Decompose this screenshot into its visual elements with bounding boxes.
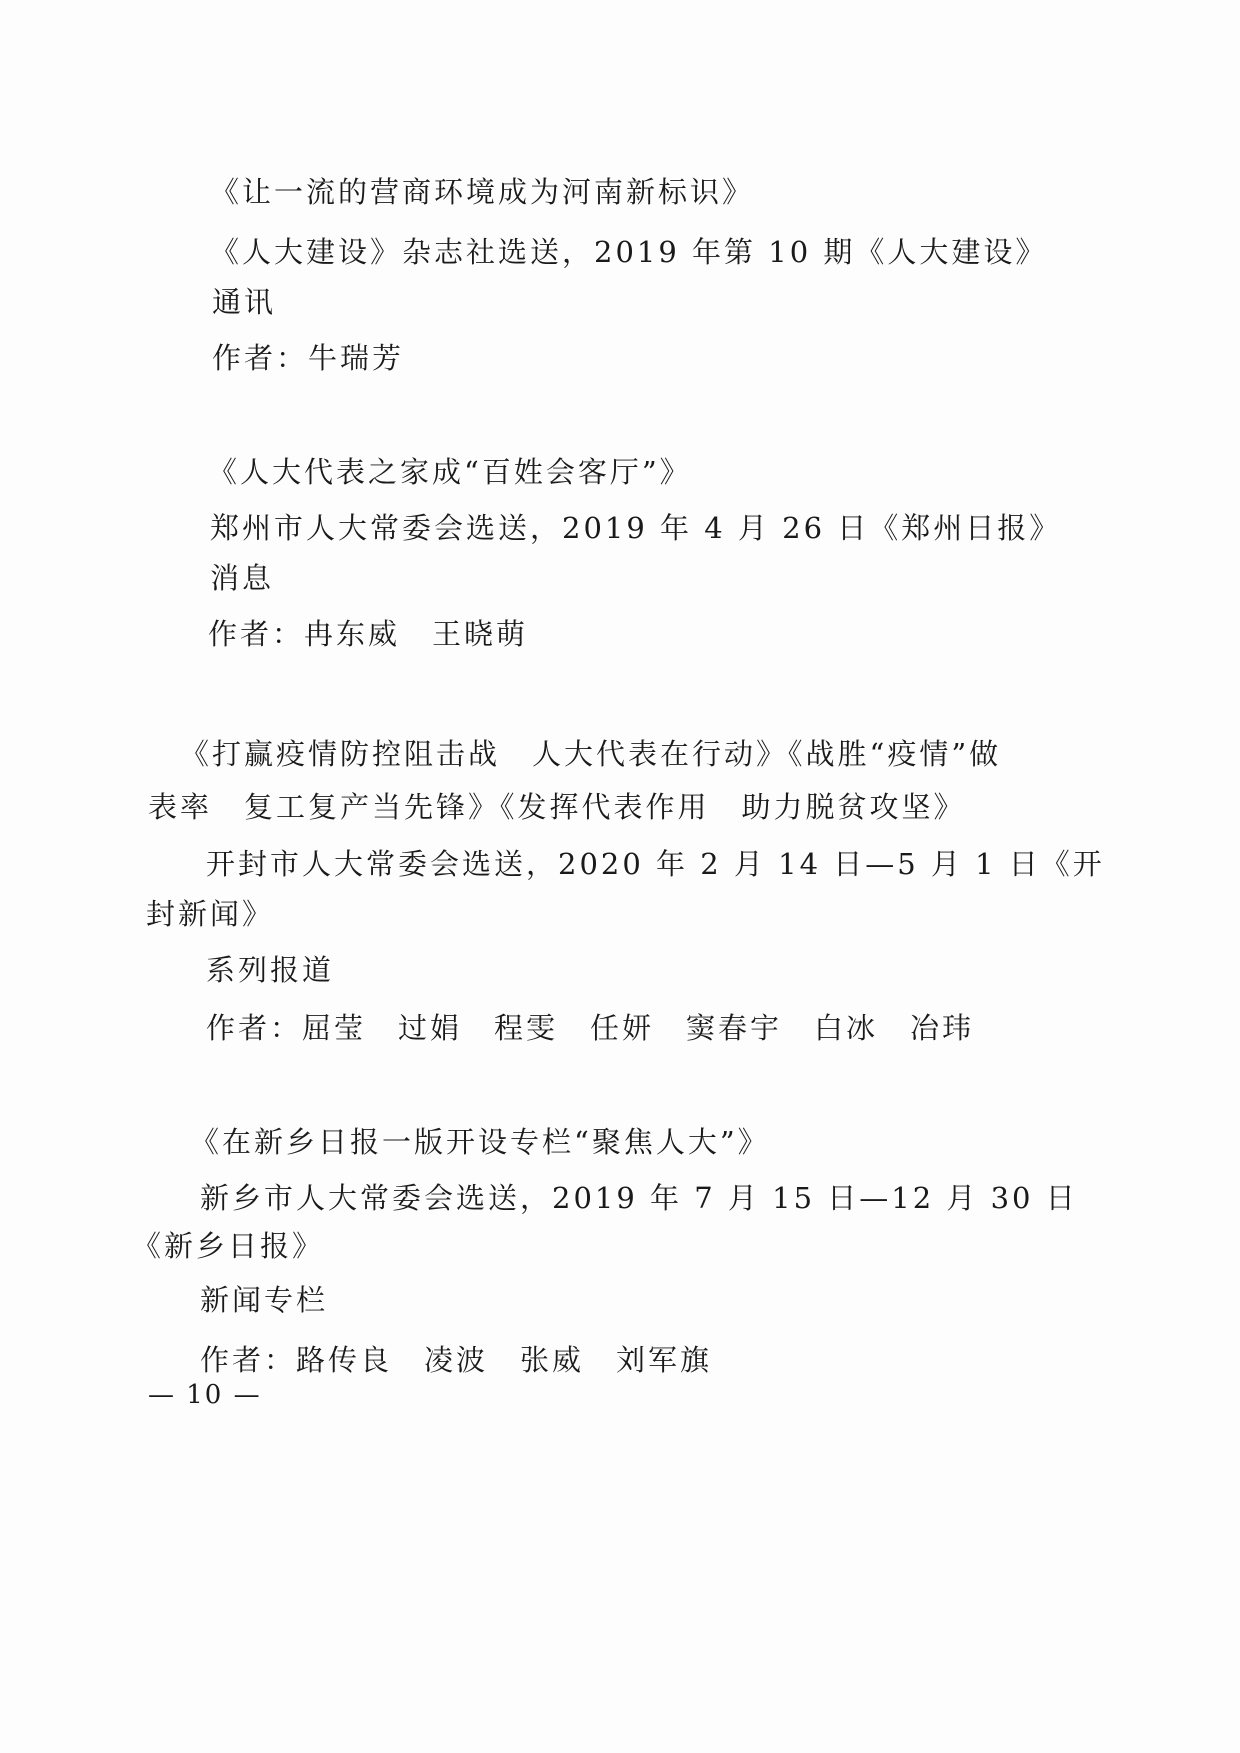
entry-1-source: 《人大建设》杂志社选送，2019 年第 10 期《人大建设》 bbox=[210, 235, 1048, 269]
entry-1-category: 通讯 bbox=[212, 285, 277, 319]
entry-1-authors: 作者：牛瑞芳 bbox=[212, 341, 405, 375]
entry-3-title-line1: 《打赢疫情防控阻击战 人大代表在行动》《战胜“疫情”做 bbox=[180, 737, 1002, 771]
entry-3-source-line2: 封新闻》 bbox=[146, 897, 275, 931]
entry-1-title: 《让一流的营商环境成为河南新标识》 bbox=[210, 175, 755, 209]
entry-2-authors: 作者：冉东威 王晓萌 bbox=[208, 617, 529, 651]
entry-2-source: 郑州市人大常委会选送，2019 年 4 月 26 日《郑州日报》 bbox=[210, 511, 1062, 545]
entry-4-source-line2: 《新乡日报》 bbox=[132, 1229, 325, 1263]
entry-4-title: 《在新乡日报一版开设专栏“聚焦人大”》 bbox=[190, 1125, 770, 1159]
entry-4-authors: 作者：路传良 凌波 张威 刘军旗 bbox=[200, 1343, 713, 1377]
entry-3-source-line1: 开封市人大常委会选送，2020 年 2 月 14 日—5 月 1 日《开 bbox=[206, 847, 1105, 881]
entry-2-category: 消息 bbox=[210, 561, 275, 595]
page-number: — 10 — bbox=[148, 1380, 262, 1410]
entry-3-category: 系列报道 bbox=[206, 953, 335, 987]
entry-2-title: 《人大代表之家成“百姓会客厅”》 bbox=[208, 455, 692, 489]
entry-4-source-line1: 新乡市人大常委会选送，2019 年 7 月 15 日—12 月 30 日 bbox=[200, 1181, 1078, 1215]
entry-3-title-line2: 表率 复工复产当先锋》《发挥代表作用 助力脱贫攻坚》 bbox=[148, 790, 966, 824]
entry-4-category: 新闻专栏 bbox=[200, 1283, 329, 1317]
entry-3-authors: 作者：屈莹 过娟 程雯 任妍 窦春宇 白冰 冶玮 bbox=[206, 1011, 975, 1045]
